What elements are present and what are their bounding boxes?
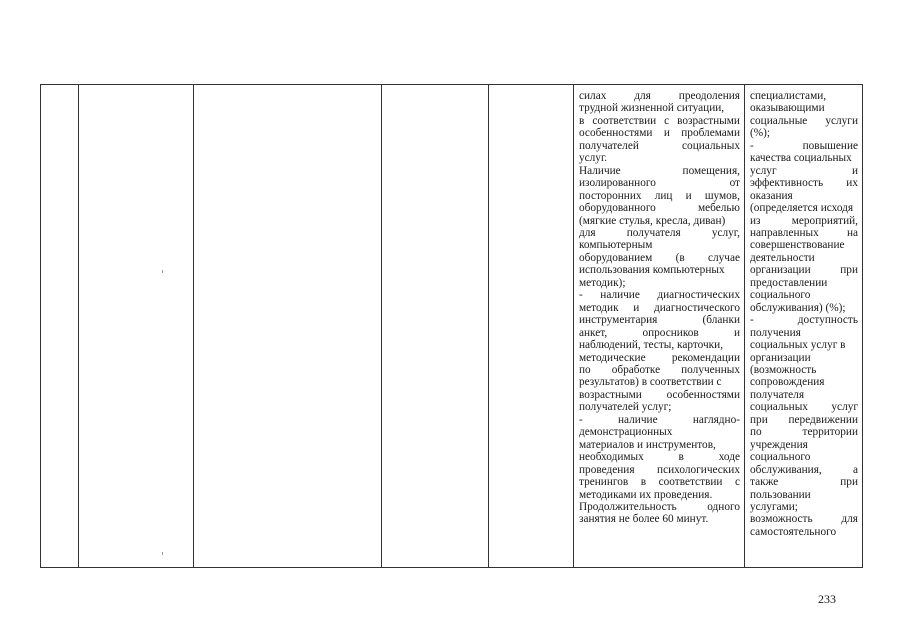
text-line bbox=[579, 364, 740, 376]
table-cell-quality-indicators bbox=[745, 85, 863, 568]
text-line bbox=[579, 451, 740, 463]
text-line: (определяется исходя bbox=[750, 202, 854, 215]
word: социальные bbox=[750, 114, 808, 127]
word: мебелью bbox=[697, 202, 740, 215]
word: оборудованного bbox=[579, 202, 656, 215]
text-line bbox=[750, 165, 858, 177]
word: при bbox=[750, 413, 768, 426]
word: Продолжительность bbox=[579, 500, 677, 513]
table-cell-col3 bbox=[194, 85, 382, 568]
word: их bbox=[846, 177, 858, 190]
word: диагностических bbox=[657, 289, 740, 302]
text-line bbox=[579, 464, 740, 476]
text-line bbox=[579, 252, 740, 264]
word: для bbox=[634, 90, 651, 102]
word: направленных bbox=[750, 226, 819, 239]
word: возможность bbox=[750, 513, 813, 526]
word: мероприятий, bbox=[791, 214, 858, 227]
word: проведения bbox=[579, 463, 635, 476]
text-line bbox=[750, 264, 858, 276]
text-line: социального bbox=[750, 289, 811, 302]
word: опросников bbox=[642, 326, 699, 339]
word: Наличие bbox=[579, 164, 621, 177]
conditions-text bbox=[574, 85, 744, 567]
word: эффективность bbox=[750, 177, 824, 190]
text-line: (%); bbox=[750, 127, 771, 140]
quality-indicators-text bbox=[745, 85, 862, 567]
text-line: получателей услуг; bbox=[579, 401, 672, 414]
text-line bbox=[579, 202, 740, 214]
text-line bbox=[750, 115, 858, 127]
word: социальных bbox=[750, 401, 808, 414]
word: и bbox=[663, 127, 670, 140]
word: посторонних bbox=[579, 189, 642, 202]
word: лиц bbox=[654, 189, 673, 202]
word: (бланки bbox=[702, 314, 740, 327]
word: по bbox=[579, 363, 591, 376]
word: передвижении bbox=[788, 413, 858, 426]
word: возрастными bbox=[677, 114, 740, 127]
table-cell-col5 bbox=[489, 85, 574, 568]
word: оборудованием bbox=[579, 251, 653, 264]
text-line: совершенствование bbox=[750, 239, 845, 252]
word: необходимых bbox=[579, 451, 644, 464]
text-line bbox=[579, 227, 740, 239]
text-line bbox=[579, 314, 740, 326]
word: наглядно- bbox=[692, 413, 740, 426]
word: (в bbox=[675, 251, 685, 264]
word: полученных bbox=[681, 363, 740, 376]
text-line bbox=[579, 327, 740, 339]
text-line bbox=[750, 177, 858, 189]
word: особенностями bbox=[666, 388, 740, 401]
word: изолированного bbox=[579, 177, 656, 190]
text-line: специалистами, bbox=[750, 90, 827, 102]
word: и bbox=[685, 189, 692, 202]
table-cell-col1 bbox=[41, 85, 79, 568]
word: и bbox=[633, 301, 640, 314]
word: от bbox=[729, 177, 740, 190]
word: из bbox=[750, 214, 761, 227]
word: методические bbox=[579, 351, 646, 364]
table-row bbox=[41, 85, 863, 568]
word: услуг bbox=[750, 164, 777, 177]
text-line: предоставлении bbox=[750, 276, 828, 289]
word: и bbox=[851, 164, 858, 177]
text-line: деятельности bbox=[750, 251, 815, 264]
text-line: наблюдений, тесты, карточки, bbox=[579, 339, 724, 352]
text-line: оказывающими bbox=[750, 102, 825, 115]
word: шумов, bbox=[704, 189, 740, 202]
text-line bbox=[579, 352, 740, 364]
word: ходе bbox=[718, 451, 740, 464]
text-line: социальных услуг в bbox=[750, 339, 846, 352]
word: а bbox=[852, 463, 858, 476]
text-line bbox=[750, 426, 858, 438]
text-line: методик); bbox=[579, 276, 626, 289]
word: случае bbox=[707, 251, 740, 264]
word: организации bbox=[750, 264, 811, 277]
word: в bbox=[640, 476, 647, 489]
word: инструментария bbox=[579, 314, 658, 327]
word: на bbox=[846, 226, 858, 239]
text-line bbox=[750, 476, 858, 488]
word: в bbox=[678, 451, 684, 464]
text-line: качества социальных bbox=[750, 152, 852, 165]
text-line bbox=[579, 476, 740, 488]
word: диагностического bbox=[654, 301, 740, 314]
word: - bbox=[579, 413, 583, 426]
word: одного bbox=[707, 500, 740, 513]
services-table bbox=[40, 84, 863, 568]
text-line bbox=[579, 115, 740, 127]
text-line bbox=[750, 414, 858, 426]
word: обслуживания, bbox=[750, 463, 822, 476]
text-line bbox=[579, 190, 740, 202]
text-line: демонстрационных bbox=[579, 426, 673, 439]
word: доступность bbox=[797, 314, 858, 327]
word: - bbox=[579, 289, 583, 302]
table-cell-conditions bbox=[574, 85, 745, 568]
word: возрастными bbox=[579, 388, 642, 401]
word: социальных bbox=[682, 139, 740, 152]
text-line: получения bbox=[750, 326, 801, 339]
text-line: учреждения bbox=[750, 438, 808, 451]
text-line: (мягкие стулья, кресла, диван) bbox=[579, 214, 726, 227]
text-line bbox=[750, 464, 858, 476]
scan-speck bbox=[162, 270, 163, 273]
word: и bbox=[733, 326, 740, 339]
word: проблемами bbox=[681, 127, 740, 140]
text-line bbox=[579, 389, 740, 401]
text-line: занятия не более 60 минут. bbox=[579, 513, 709, 526]
text-line: результатов) в соответствии с bbox=[579, 376, 722, 389]
word: соответствии bbox=[658, 476, 723, 489]
text-line: сопровождения bbox=[750, 376, 825, 389]
word: преодоления bbox=[678, 90, 740, 102]
text-line: получателя bbox=[750, 388, 805, 401]
text-line bbox=[579, 501, 740, 513]
word: особенностями bbox=[579, 127, 653, 140]
text-line: компьютерным bbox=[579, 239, 653, 252]
text-line bbox=[750, 227, 858, 239]
word: повышение bbox=[802, 139, 858, 152]
text-line bbox=[579, 177, 740, 189]
word: наличие bbox=[600, 289, 640, 302]
text-line: обслуживания) (%); bbox=[750, 301, 846, 314]
word: наличие bbox=[618, 413, 658, 426]
word: - bbox=[750, 139, 754, 152]
word: при bbox=[840, 264, 858, 277]
text-line: (возможность bbox=[750, 363, 817, 376]
word: услуг bbox=[831, 401, 858, 414]
word: в bbox=[579, 114, 585, 127]
word: силах bbox=[579, 90, 607, 102]
text-line bbox=[750, 140, 858, 152]
text-line bbox=[579, 165, 740, 177]
text-line: социального bbox=[750, 451, 811, 464]
text-line bbox=[750, 513, 858, 525]
text-line bbox=[579, 127, 740, 139]
word: рекомендации bbox=[671, 351, 740, 364]
word: психологических bbox=[657, 463, 740, 476]
text-line bbox=[579, 302, 740, 314]
text-line: трудной жизненной ситуации, bbox=[579, 102, 725, 115]
word: анкет, bbox=[579, 326, 608, 339]
word: - bbox=[750, 314, 754, 327]
text-line: методиками их проведения. bbox=[579, 488, 713, 501]
word: при bbox=[840, 476, 858, 489]
word: территории bbox=[802, 426, 858, 439]
word: получателя bbox=[626, 226, 681, 239]
table-cell-col2 bbox=[79, 85, 194, 568]
text-line: материалов и инструментов, bbox=[579, 438, 716, 451]
word: с bbox=[664, 114, 670, 127]
text-line bbox=[750, 314, 858, 326]
word: услуг, bbox=[711, 226, 740, 239]
text-line bbox=[750, 215, 858, 227]
text-line bbox=[750, 401, 858, 413]
text-line bbox=[579, 90, 740, 102]
text-line bbox=[579, 289, 740, 301]
word: обработке bbox=[611, 363, 661, 376]
text-line: пользовании bbox=[750, 488, 811, 501]
text-line: услуг. bbox=[579, 152, 608, 165]
word: также bbox=[750, 476, 779, 489]
word: получателей bbox=[579, 139, 639, 152]
page-number: 233 bbox=[818, 592, 836, 606]
text-line: услугами; bbox=[750, 500, 798, 513]
table-cell-col4 bbox=[382, 85, 489, 568]
text-line: оказания bbox=[750, 189, 793, 202]
word: услуги bbox=[825, 114, 858, 127]
text-line: использования компьютерных bbox=[579, 264, 725, 277]
word: с bbox=[734, 476, 740, 489]
word: тренингов bbox=[579, 476, 629, 489]
word: для bbox=[841, 513, 858, 526]
text-line: организации bbox=[750, 351, 811, 364]
word: методик bbox=[579, 301, 619, 314]
word: помещения, bbox=[682, 164, 740, 177]
text-line: самостоятельного bbox=[750, 525, 837, 538]
word: по bbox=[750, 426, 762, 439]
text-line bbox=[579, 414, 740, 426]
word: для bbox=[579, 226, 596, 239]
word: соответствии bbox=[592, 114, 657, 127]
text-line bbox=[579, 140, 740, 152]
scan-speck bbox=[162, 552, 163, 555]
